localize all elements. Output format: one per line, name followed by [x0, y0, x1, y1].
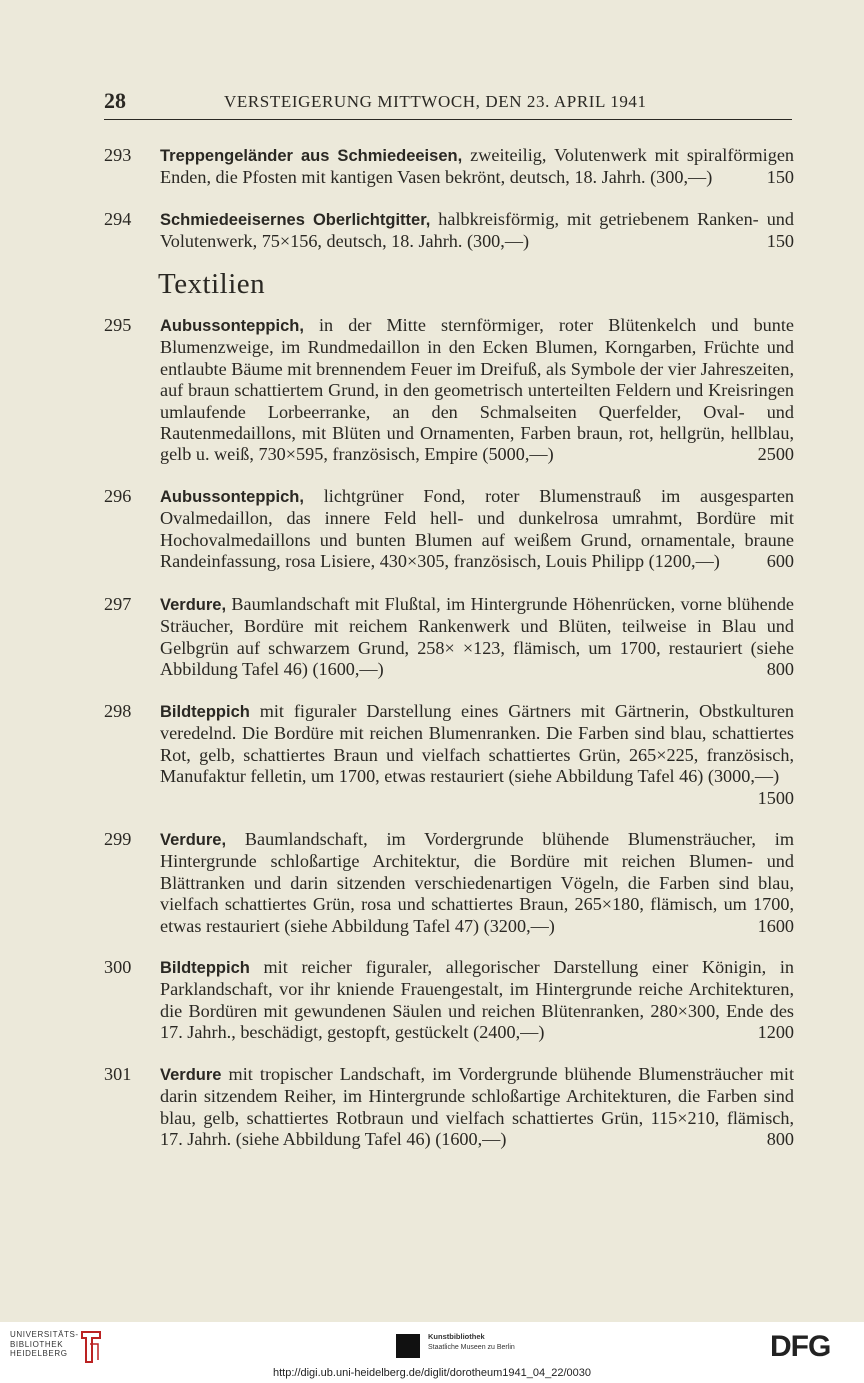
lot-description: halbkreisförmig, mit getriebenem Ranken- und Volutenwerk, 75×156, deutsch, 18. Jahrh. (300,—): [160, 209, 794, 252]
lot-description: mit figuraler Darstellung eines Gärtners mit Gärtnerin, Obstkulturen veredelnd. Die Bordüre mit reichen Blumenranken. Die Farben sind blau, schattiertes Rot, gelb, schattiertes Braun und vielfach schattiertes Grün, 265×225, französisch, Manufaktur felletin, um 1700, etwas restauriert (siehe Abbildung Tafel 46) (3000,—): [160, 701, 794, 787]
lot-description: lichtgrüner Fond, roter Blumenstrauß im ausgesparten Ovalmedaillon, das innere Feld hell- und dunkelrosa umrahmt, Bordüre mit Hochovalmedaillons und bunten Blumen auf weißem Grund, ornamentale, braune Randeinfassung, rosa Lisiere, 430×305, französisch, Louis Philipp (1200,—): [160, 486, 794, 572]
lot-title: Treppengeländer aus Schmiedeeisen,: [160, 147, 463, 165]
entry-301: [104, 1064, 794, 1151]
source-url[interactable]: http://digi.ub.uni-heidelberg.de/diglit/dorotheum1941_04_22/0030: [272, 1367, 592, 1379]
kunstbibliothek-icon: [396, 1334, 420, 1358]
entry-297: [104, 594, 794, 681]
lot-description: Baumlandschaft mit Flußtal, im Hintergrunde Höhenrücken, vorne blühende Sträucher, Bordüre mit reichem Rankenwerk und Blüten, teilweise in Blau und Gelbgrün auf schwarzem Grund, 258× ×123, flämisch, um 1700, restauriert (siehe Abbildung Tafel 46) (1600,—): [160, 594, 794, 680]
entry-300: [104, 957, 794, 1044]
lot-price: 1200: [757, 1022, 794, 1043]
lot-price: 2500: [757, 444, 794, 465]
lot-price: 1600: [757, 915, 794, 936]
lot-number: 293: [104, 145, 132, 165]
lot-number: 296: [104, 486, 132, 506]
lot-description: in der Mitte sternförmiger, roter Blütenkelch und bunte Blumenzweige, im Rundmedaillon in den Ecken Blumen, Korngarben, Früchte und entlaubte Bäume mit brennendem Feuer im Dreifuß, als Symbole der vier Jahreszeiten, auf braun schattiertem Grund, in den geometrisch unterteilten Feldern und Kreisringen umlaufende Lorbeerranke, an den Schmalseiten Querfelder, Oval- und Rautenmedaillons, mit Blüten und Ornamenten, Farben braun, rot, hellgrün, hellblau, gelb u. weiß, 730×595, französisch, Empire (5000,—): [160, 315, 794, 465]
lot-title: Schmiedeeisernes Oberlichtgitter,: [160, 211, 431, 229]
kb-name: Kunstbibliothek: [428, 1332, 485, 1341]
lot-title: Verdure,: [160, 831, 227, 849]
entry-293: [104, 145, 794, 189]
lot-title: Verdure: [160, 1066, 222, 1084]
lot-number: 298: [104, 701, 132, 721]
page-header: [104, 88, 792, 118]
dfg-logo: DFG: [770, 1330, 831, 1363]
lot-description: Baumlandschaft, im Vordergrunde blühende Blumensträucher, im Hintergrunde schloßartige Architektur, die Bordüre mit reichen Blumen- und Blättranken und darin sitzenden verschiedenartigen Vögeln, die Farben sind blau, vielfach schattiertes Grün, rosa und schattiertes Braun, 265×180, flämisch, um 1700, etwas restauriert (siehe Abbildung Tafel 47) (3200,—): [160, 829, 794, 936]
lot-number: 301: [104, 1064, 132, 1084]
lot-title: Bildteppich: [160, 703, 250, 721]
lot-number: 299: [104, 829, 132, 849]
lot-title: Aubussonteppich,: [160, 317, 304, 335]
university-logo-icon: [78, 1330, 104, 1364]
lot-price: 800: [766, 1129, 794, 1150]
header-rule: [104, 119, 792, 120]
lot-number: 297: [104, 594, 132, 614]
lot-price: 150: [766, 231, 794, 252]
lot-price: 800: [766, 659, 794, 680]
lot-price: 150: [766, 167, 794, 188]
lot-description: zweiteilig, Volutenwerk mit spiralförmigen Enden, die Pfosten mit kantigen Vasen bekrönt, deutsch, 18. Jahrh. (300,—): [160, 145, 794, 188]
running-title: VERSTEIGERUNG MITTWOCH, DEN 23. APRIL 1941: [224, 92, 647, 111]
lot-title: Aubussonteppich,: [160, 488, 304, 506]
lot-number: 300: [104, 957, 132, 977]
section-heading: Textilien: [158, 268, 266, 300]
entry-296: [104, 486, 794, 573]
lot-price: 600: [766, 551, 794, 572]
page-number: 28: [104, 88, 126, 113]
lot-description: mit tropischer Landschaft, im Vordergrunde blühende Blumensträucher mit darin sitzendem Reiher, im Hintergrunde schloßartige Architekturen, die Farben sind blau, gelb, schattiertes Rotbraun und vielfach schattiertes Grün, 115×210, flämisch, 17. Jahrh. (siehe Abbildung Tafel 46) (1600,—): [160, 1064, 794, 1150]
lot-title: Verdure,: [160, 596, 227, 614]
kb-subtitle: Staatliche Museen zu Berlin: [428, 1344, 515, 1351]
lot-number: 294: [104, 209, 132, 229]
entry-294: [104, 209, 794, 253]
entry-299: [104, 829, 794, 937]
entry-295: [104, 315, 794, 466]
lot-price: 1500: [757, 787, 794, 808]
lot-number: 295: [104, 315, 132, 335]
entry-298: [104, 701, 794, 809]
lot-title: Bildteppich: [160, 959, 250, 977]
library-name: UNIVERSITÄTS- BIBLIOTHEK HEIDELBERG: [10, 1330, 79, 1358]
digitization-footer: [0, 1322, 864, 1383]
lot-description: mit reicher figuraler, allegorischer Darstellung einer Königin, in Parklandschaft, vor ihr kniende Frauengestalt, im Hintergrunde reiche Architekturen, die Bordüren mit gewundenen Säulen und reichen Blütenranken, 280×300, Ende des 17. Jahrh., beschädigt, gestopft, gestückelt (2400,—): [160, 957, 794, 1043]
